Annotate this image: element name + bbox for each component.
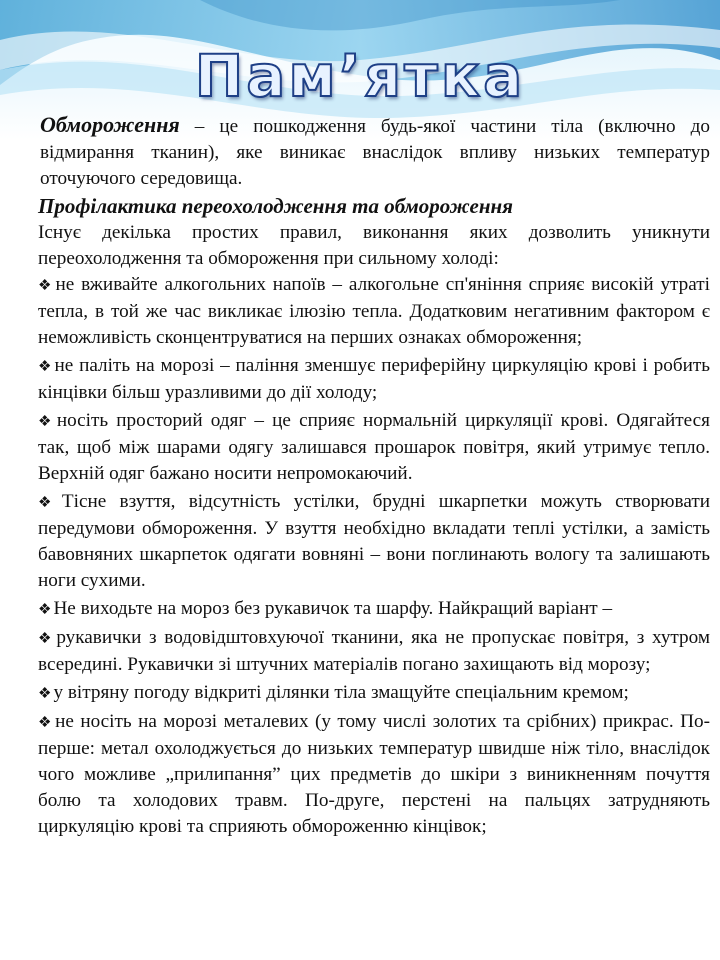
document-body — [38, 112, 710, 842]
list-item — [38, 680, 710, 707]
list-item-text: Не виходьте на мороз без рукавичок та шарфу. Найкращий варіант – — [53, 598, 613, 619]
intro-paragraph: Існує декілька простих правил, виконання яких дозволить уникнути переохолодження та обмороження при сильному холоді: — [38, 222, 710, 269]
section-heading: Профілактика переохолодження та обмороження — [38, 194, 513, 218]
list-item-text: носіть просторий одяг – це сприяє нормальній циркуляції крові. Одягайтеся так, щоб між шарами одягу залишався прошарок повітря, який утримує тепло. Верхній одяг бажано носити непромокаючий. — [38, 410, 710, 484]
diamond-bullet-icon: ❖ — [38, 686, 52, 702]
diamond-bullet-icon: ❖ — [38, 602, 52, 618]
list-item — [38, 709, 710, 840]
definition-text: – це пошкодження будь-якої частини тіла (включно до відмирання тканин), яке виникає внаслідок впливу низьких температур оточуючого середовища. — [40, 116, 710, 189]
diamond-bullet-icon: ❖ — [38, 495, 60, 511]
list-item — [38, 489, 710, 594]
list-item-text: не паліть на морозі – паління зменшує периферійну циркуляцію крові і робить кінцівки більш уразливими до дії холоду; — [38, 355, 710, 403]
diamond-bullet-icon: ❖ — [38, 278, 54, 294]
page-title: Пам’ятка — [194, 42, 526, 110]
advice-list — [38, 272, 710, 840]
diamond-bullet-icon: ❖ — [38, 359, 53, 375]
diamond-bullet-icon: ❖ — [38, 414, 55, 430]
list-item — [38, 353, 710, 406]
definition-paragraph — [38, 112, 710, 192]
diamond-bullet-icon: ❖ — [38, 631, 55, 647]
list-item-text: Тісне взуття, відсутність устілки, брудні шкарпетки можуть створювати передумови обмороження. У взуття необхідно вкладати теплі устілки, а замість бавовняних шкарпеток одягати вовняні – вони поглинають вологу та залишають ноги сухими. — [38, 491, 710, 591]
list-item-text: не вживайте алкогольних напоїв – алкогольне сп'яніння сприяє високій утраті тепла, в той же час викликає ілюзію тепла. Додатковим негативним фактором є неможливість сконцентруватися на перших ознаках обмороження; — [38, 274, 710, 348]
list-item — [38, 596, 710, 623]
list-item — [38, 625, 710, 678]
definition-term: Обмороження — [40, 112, 180, 137]
list-item-text: не носіть на морозі металевих (у тому числі золотих та срібних) прикрас. По-перше: метал охолоджується до низьких температур швидше ніж тіло, внаслідок чого можливе „прилипання” цих предметів до шкіри з виникненням почуття болю та холодових травм. По-друге, перстені на пальцях затрудняють циркуляцію крові та сприяють обмороженню кінцівок; — [38, 711, 710, 837]
list-item — [38, 272, 710, 351]
list-item-text: у вітряну погоду відкриті ділянки тіла змащуйте спеціальним кремом; — [53, 682, 629, 703]
diamond-bullet-icon: ❖ — [38, 715, 54, 731]
list-item-text: рукавички з водовідштовхуючої тканини, яка не пропускає повітря, з хутром всередині. Рукавички зі штучних матеріалів погано захищають від морозу; — [38, 627, 710, 675]
list-item — [38, 408, 710, 487]
